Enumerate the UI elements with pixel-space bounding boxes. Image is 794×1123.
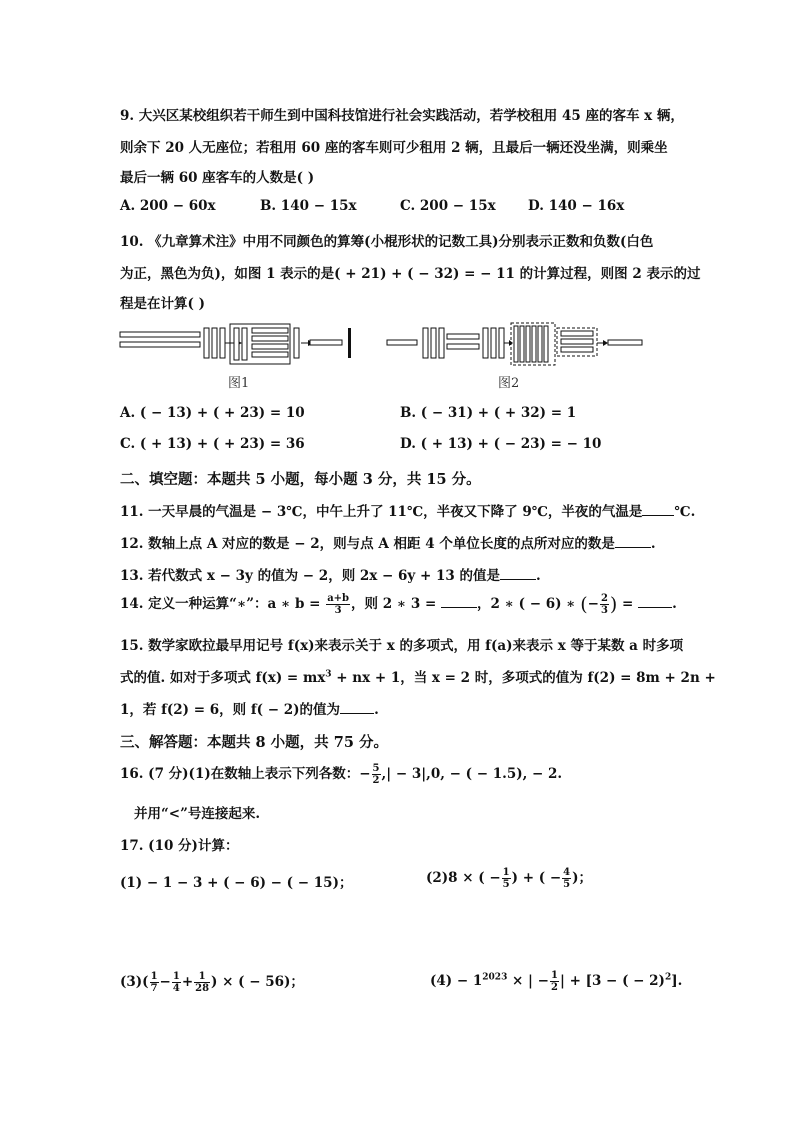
- q9-option-a: A. 200 − 60x: [120, 198, 216, 214]
- q14-paren-open: (: [580, 593, 588, 616]
- q14: [120, 592, 677, 616]
- q17-sub3-frac2-n: 1: [172, 971, 180, 982]
- q11-blank[interactable]: [642, 503, 674, 516]
- section-2-heading: 二、填空题：本题共 5 小题，每小题 3 分，共 15 分。: [120, 471, 481, 488]
- q17-sub2-frac2-d: 5: [563, 879, 571, 890]
- q17-sub4: [430, 970, 682, 993]
- q13-text: 13. 若代数式 x − 3y 的值为 − 2，则 2x − 6y + 13 的值是: [120, 568, 500, 584]
- q17-sub3-a: (3)(: [120, 974, 149, 990]
- q9-option-c: C. 200 − 15x: [400, 198, 496, 214]
- figure-1-caption: 图1: [228, 376, 250, 391]
- q17-sub3-frac1-n: 1: [150, 971, 158, 982]
- q13-blank[interactable]: [500, 567, 536, 580]
- q15-sup: 3: [325, 669, 332, 680]
- q16-fraction-5-2: [372, 763, 381, 786]
- q10-line3: 程是在计算( ): [120, 296, 205, 312]
- q17-sub4-c: | + [3 − ( − 2): [559, 973, 665, 989]
- q10-option-d: D. ( + 13) + ( − 23) = − 10: [400, 436, 602, 452]
- q16-frac-numerator: 5: [372, 763, 380, 774]
- q14-paren-close: ): [609, 593, 618, 616]
- q10-line2: 为正，黑色为负)，如图 1 表示的是( + 21) + ( − 32) = − 11 的计算过程，则图 2 表示的过: [120, 266, 701, 282]
- q17-sub3-frac3: [194, 971, 210, 994]
- q16-line2: 并用“<”号连接起来.: [134, 806, 261, 822]
- q16-frac-denominator: 2: [372, 775, 380, 786]
- q9-option-d: D. 140 − 16x: [528, 198, 625, 214]
- q16-part2: ,| − 3|,0, − ( − 1.5), − 2.: [381, 766, 563, 782]
- q15-line2a: 式的值. 如对于多项式 f(x) = mx: [120, 670, 326, 686]
- figure-1-counting-rods: [118, 320, 358, 370]
- q17-title: 17. (10 分)计算：: [120, 838, 239, 854]
- q17-sub2-c: )；: [572, 870, 592, 886]
- q13-end: .: [535, 568, 541, 584]
- q14-neg: −: [587, 596, 599, 612]
- q12-text: 12. 数轴上点 A 对应的数是 − 2，则与点 A 相距 4 个单位长度的点所对应的数是: [120, 536, 615, 552]
- q17-sub2-frac2-n: 4: [563, 867, 571, 878]
- q12-end: .: [650, 536, 656, 552]
- q14-frac-denominator: 3: [334, 605, 342, 616]
- q14-part4: =: [622, 596, 634, 612]
- q11: [120, 500, 695, 520]
- q17-sub4-sup2: 2: [664, 972, 672, 983]
- q11-text: 11. 一天早晨的气温是 − 3℃，中午上升了 11℃，半夜又下降了 9℃，半夜的气温是: [120, 504, 643, 520]
- q17-sub3-frac1-d: 7: [150, 983, 158, 994]
- q17-sub3-b: ) × ( − 56)；: [211, 974, 304, 990]
- q17-sub4-frac: [550, 970, 559, 993]
- q15-line2: [120, 666, 716, 686]
- q17-sub2: [426, 866, 592, 890]
- q17-sub3-frac1: [150, 971, 159, 994]
- q14-f2-numerator: 2: [600, 593, 608, 604]
- figure-2-caption: 图2: [498, 376, 520, 391]
- q17-sub3-frac3-d: 28: [195, 983, 210, 994]
- q10-option-a: A. ( − 13) + ( + 23) = 10: [120, 405, 305, 421]
- q14-part1: 14. 定义一种运算“∗”：a ∗ b =: [120, 596, 321, 612]
- section-3-heading: 三、解答题：本题共 8 小题，共 75 分。: [120, 734, 388, 751]
- q10-option-c: C. ( + 13) + ( + 23) = 36: [120, 436, 305, 452]
- q17-sub4-sup: 2023: [482, 972, 508, 983]
- q15-line3-text: 1，若 f(2) = 6，则 f( − 2)的值为: [120, 702, 341, 718]
- q14-blank-1[interactable]: [441, 595, 477, 608]
- q9-line2: 则余下 20 人无座位；若租用 60 座的客车则可少租用 2 辆，且最后一辆还没坐满，则乘坐: [120, 140, 668, 156]
- q9-line3: 最后一辆 60 座客车的人数是( ): [120, 170, 315, 186]
- q16-part1: 16. (7 分)(1)在数轴上表示下列各数：−: [120, 766, 371, 782]
- q14-end: .: [672, 596, 677, 612]
- q14-f2-denominator: 3: [600, 605, 608, 616]
- q17-sub1: (1) − 1 − 3 + ( − 6) − ( − 15)；: [120, 875, 353, 891]
- q14-part2: ，则 2 ∗ 3 =: [351, 596, 437, 612]
- q14-frac-numerator: a+b: [327, 593, 350, 604]
- q17-sub3-frac3-n: 1: [194, 971, 210, 983]
- q9-option-b: B. 140 − 15x: [260, 198, 357, 214]
- q17-sub3-frac2: [172, 971, 181, 994]
- q17-sub4-b: × | −: [507, 973, 549, 989]
- q17-sub3-m1: −: [159, 974, 171, 990]
- figure-2-counting-rods: [385, 320, 645, 370]
- q14-fraction-2-3: [600, 593, 609, 616]
- q17-sub4-d: ].: [671, 973, 683, 989]
- q17-sub3: [120, 970, 304, 994]
- q17-sub2-frac2: [562, 867, 571, 890]
- q17-sub4-a: (4) − 1: [430, 973, 483, 989]
- q16-line1: [120, 762, 562, 786]
- q10-line1: 10. 《九章算术注》中用不同颜色的算筹(小棍形状的记数工具)分别表示正数和负数(白色: [120, 234, 654, 250]
- q17-sub2-frac1-d: 5: [502, 879, 510, 890]
- q15-line2b: + nx + 1，当 x = 2 时，多项式的值为 f(2) = 8m + 2n +: [331, 670, 716, 686]
- q17-sub3-m2: +: [181, 974, 194, 990]
- q17-sub2-a: (2)8 × ( −: [426, 870, 501, 886]
- q15-line1: 15. 数学家欧拉最早用记号 f(x)来表示关于 x 的多项式，用 f(a)来表示 x 等于某数 a 时多项: [120, 638, 684, 654]
- q11-unit: ℃.: [674, 504, 696, 520]
- q17-sub4-frac-n: 1: [550, 970, 558, 981]
- q17-sub4-frac-d: 2: [550, 982, 558, 993]
- q12: [120, 532, 656, 552]
- q14-blank-2[interactable]: [638, 595, 672, 608]
- q14-fraction-ab3: [326, 593, 350, 616]
- q17-sub2-b: ) + ( −: [511, 870, 562, 886]
- q17-sub2-frac1: [502, 867, 511, 890]
- q10-option-b: B. ( − 31) + ( + 32) = 1: [400, 405, 577, 421]
- q13: [120, 564, 541, 584]
- q17-sub3-frac2-d: 4: [172, 983, 180, 994]
- q14-part3: ，2 ∗ ( − 6) ∗: [476, 596, 576, 612]
- q15-blank[interactable]: [340, 701, 374, 714]
- q15-end: .: [374, 702, 379, 718]
- q17-sub2-frac1-n: 1: [502, 867, 510, 878]
- q9-line1: 9. 大兴区某校组织若干师生到中国科技馆进行社会实践活动，若学校租用 45 座的客车 x 辆，: [120, 108, 684, 124]
- q12-blank[interactable]: [615, 535, 651, 548]
- q15-line3: [120, 698, 379, 718]
